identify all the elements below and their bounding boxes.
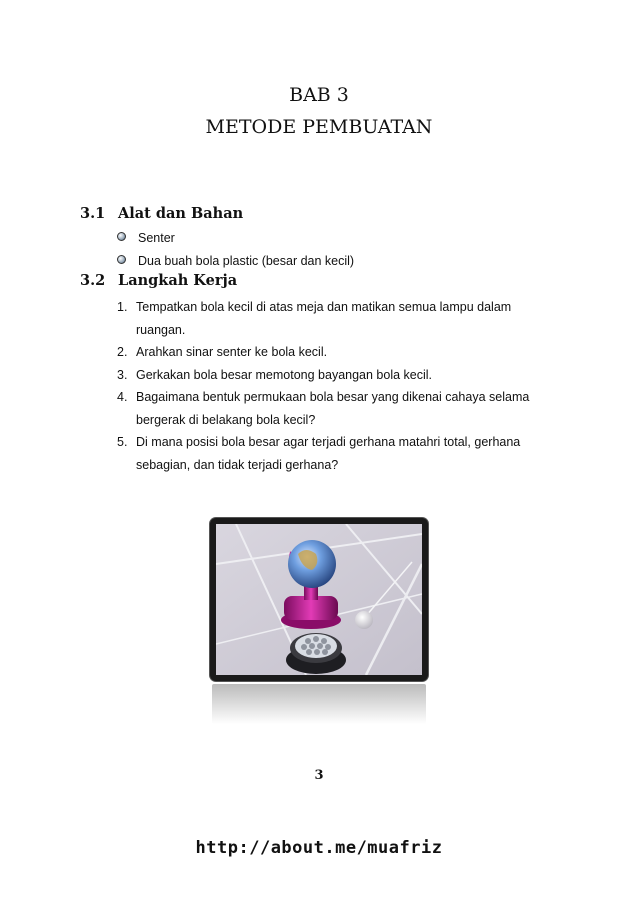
step-number: 5. bbox=[117, 435, 128, 449]
step-line: bergerak di belakang bola kecil? bbox=[136, 412, 316, 427]
step-number: 2. bbox=[117, 345, 128, 359]
step-line: ruangan. bbox=[136, 322, 186, 337]
page-number: 3 bbox=[314, 768, 324, 783]
list-item bbox=[117, 386, 577, 431]
list-item bbox=[117, 341, 577, 364]
steps-list bbox=[117, 296, 577, 476]
step-line: Gerkakan bola besar memotong bayangan bola kecil. bbox=[136, 367, 433, 382]
step-number: 1. bbox=[117, 300, 128, 314]
step-number: 3. bbox=[117, 367, 128, 382]
section-title: Langkah Kerja bbox=[118, 272, 238, 289]
step-line: Tempatkan bola kecil di atas meja dan matikan semua lampu dalam bbox=[136, 300, 512, 314]
step-line: Bagaimana bentuk permukaan bola besar yang dikenai cahaya selama bbox=[136, 390, 530, 404]
step-line: Di mana posisi bola besar agar terjadi gerhana matahri total, gerhana bbox=[136, 435, 521, 449]
section-number: 3.1 bbox=[80, 205, 106, 222]
bullet-item bbox=[117, 254, 354, 268]
bullet-item bbox=[117, 231, 175, 245]
step-number: 4. bbox=[117, 390, 128, 404]
photo-frame bbox=[210, 518, 428, 681]
section-number: 3.2 bbox=[80, 272, 106, 289]
section-heading-tools bbox=[80, 205, 243, 222]
list-item bbox=[117, 296, 577, 341]
chapter-number: BAB 3 bbox=[289, 84, 349, 106]
list-item bbox=[117, 431, 577, 476]
list-item bbox=[117, 364, 577, 387]
section-title: Alat dan Bahan bbox=[118, 205, 244, 222]
section-heading-steps bbox=[80, 272, 237, 289]
chapter-title: METODE PEMBUATAN bbox=[205, 116, 433, 138]
globe-flashlight-ball-photo bbox=[216, 524, 422, 675]
photo-reflection bbox=[212, 684, 426, 724]
step-line: Arahkan sinar senter ke bola kecil. bbox=[136, 345, 328, 359]
bullet-icon bbox=[117, 255, 126, 264]
step-line: sebagian, dan tidak terjadi gerhana? bbox=[136, 457, 339, 472]
bullet-text: Senter bbox=[138, 231, 175, 245]
bullet-text: Dua buah bola plastic (besar dan kecil) bbox=[138, 254, 355, 268]
footer-link[interactable]: http://about.me/muafriz bbox=[195, 838, 443, 858]
bullet-icon bbox=[117, 232, 126, 241]
